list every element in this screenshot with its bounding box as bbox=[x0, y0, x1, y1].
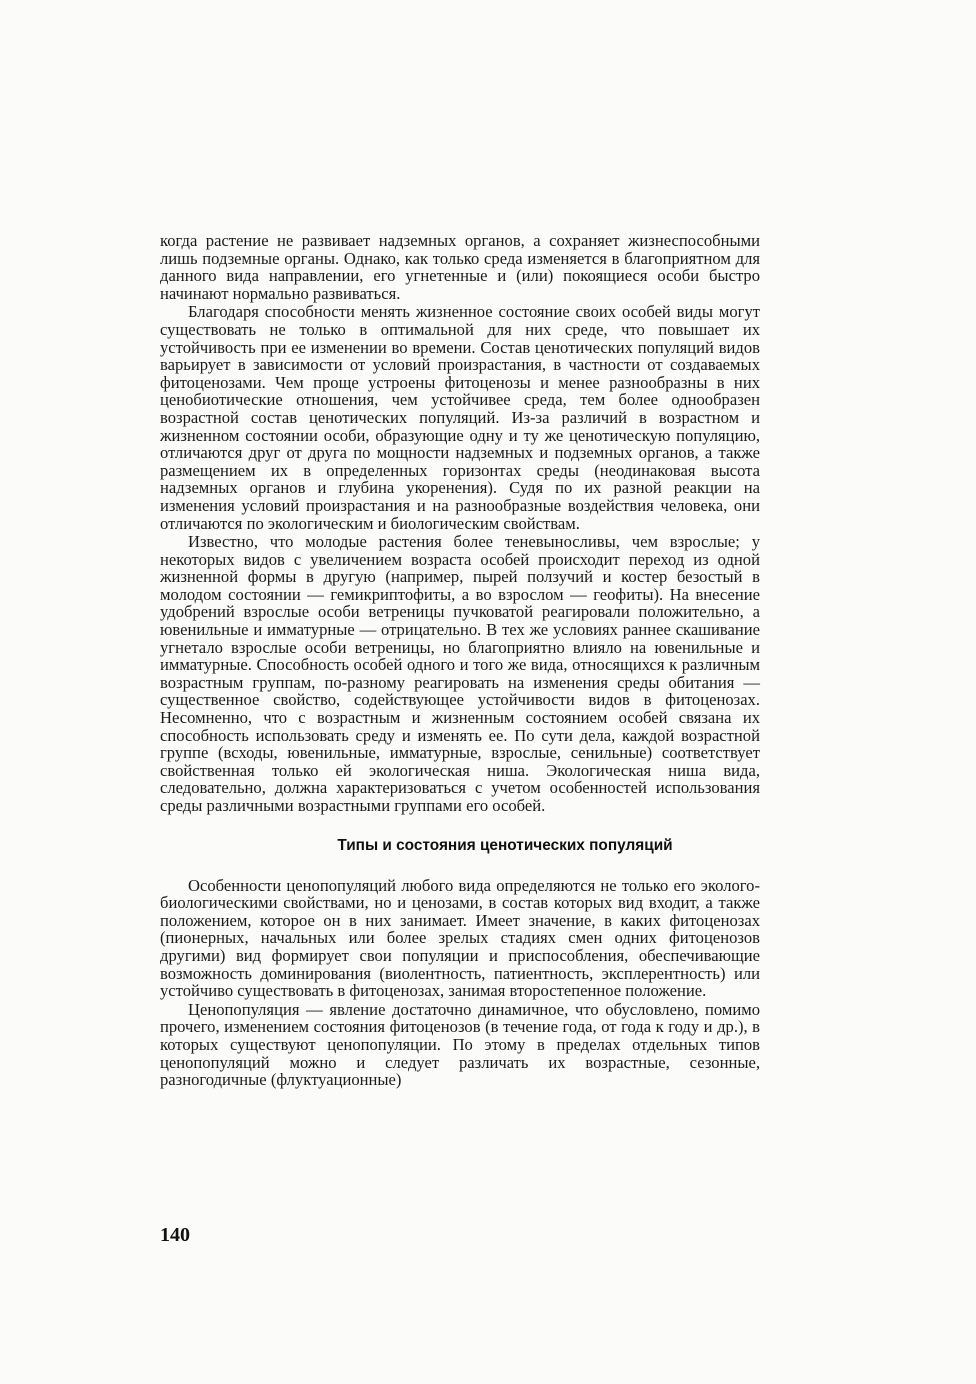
paragraph-cenopopulation-features: Особенности ценопопуляций любого вида определяются не только его эколого-биологическими свойствами, но и ценозами, в состав которых вид входит, а также положением, которое он в них занимает. Имеет значение, в каких фитоценозах (пионерных, начальных или более зрелых стадиях смен одних фитоценозов другими) вид формирует свои популяции и приспособления, обеспечивающие возможность доминирования (виолентность, патиентность, эксплерентность) или устойчиво существовать в фитоценозах, занимая второстепенное положение. bbox=[160, 875, 760, 1001]
paragraph-cenopopulation-dynamics: Ценопопуляция — явление достаточно динамичное, что обусловлено, помимо прочего, изменением состояния фитоценозов (в течение года, от года к году и др.), в которых существуют ценопопуляции. По этому в пределах отдельных типов ценопопуляций можно и следует различать их возрастные, сезонные, разногодичные (флуктуационные) bbox=[160, 999, 760, 1090]
section-heading: Типы и состояния ценотических популяций bbox=[337, 836, 673, 854]
page-number: 140 bbox=[160, 1224, 190, 1246]
paragraph-age-groups: Известно, что молодые растения более теневыносливы, чем взрослые; у некоторых видов с увеличением возраста особей происходит переход из одной жизненной формы в другую (например, пырей ползучий и костер безостый в молодом состоянии — гемикриптофиты, а во взрослом — геофиты). На внесение удобрений взрослые особи ветреницы пучковатой реагировали положительно, а ювенильные и имматурные — отрицательно. В тех же условиях раннее скашивание угнетало взрослые особи ветреницы, но благоприятно влияло на ювенильные и имматурные. Способность особей одного и того же вида, относящихся к различным возрастным группам, по-разному реагировать на изменения среды обитания — существенное свойство, содействующее устойчивости видов в фитоценозах. Несомненно, что с возрастным и жизненным состоянием особей связана их способность использовать среду и изменять ее. По сути дела, каждой возрастной группе (всходы, ювенильные, имматурные, взрослые, сенильные) соответствует свойственная только ей экологическая ниша. Экологическая ниша вида, следовательно, должна характеризоваться с учетом особенностей использования среды различными возрастными группами его особей. bbox=[160, 532, 760, 815]
paragraph-life-state: Благодаря способности менять жизненное состояние своих особей виды могут существовать не только в оптимальной для них среде, что повышает их устойчивость при ее изменении во времени. Состав ценотических популяций видов варьирует в зависимости от условий произрастания, в частности от создаваемых фитоценозами. Чем проще устроены фитоценозы и менее разнообразны в них ценобиотические отношения, чем устойчивее среда, тем более однообразен возрастной состав ценотических популяций. Из-за различий в возрастном и жизненном состоянии особи, образующие одну и ту же ценотическую популяцию, отличаются друг от друга по мощности надземных и подземных органов, а также размещением их в определенных горизонтах среды (неодинаковая высота надземных органов и глубина укоренения). Судя по их разной реакции на изменения условий произрастания и на разнообразные воздействия человека, они отличаются по экологическим и биологическим свойствам. bbox=[160, 302, 760, 533]
paragraph-continuation: когда растение не развивает надземных органов, а сохраняет жизнеспособными лишь подземные органы. Однако, как только среда изменяется в благоприятном для данного вида направлении, его угнетенные и (или) покоящиеся особи быстро начинают нормально развиваться. bbox=[160, 231, 760, 303]
text-column bbox=[160, 232, 760, 1089]
